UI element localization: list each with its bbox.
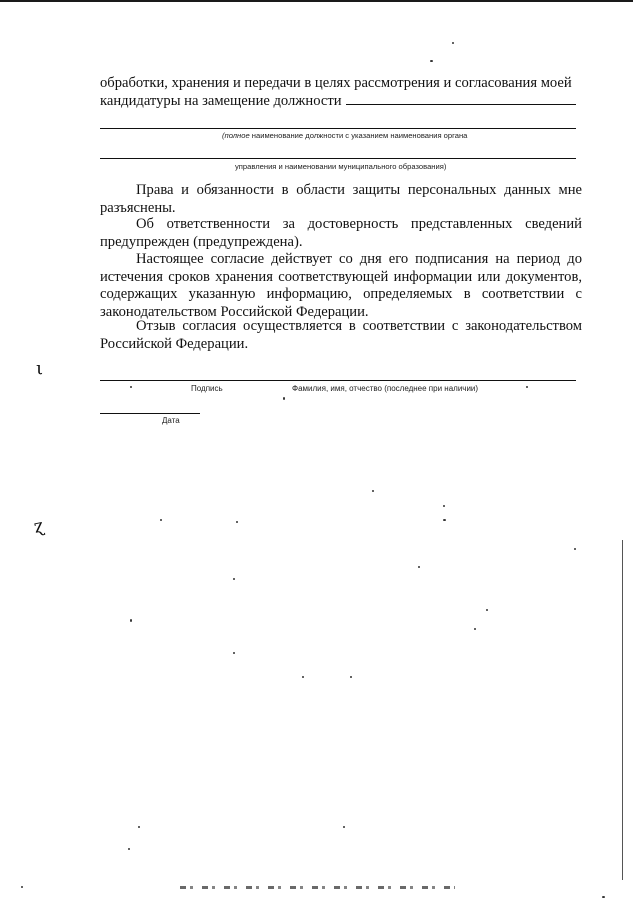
margin-hole-mark-lower: ɀ	[31, 515, 46, 538]
validity-paragraph: Настоящее согласие действует со дня его подписания на период до истечения сроков хранения соответствующей информации или документов, содержащих указанную информацию, определяемых в соответствии с законодательством Российской Федерации.	[100, 251, 582, 320]
scan-speck	[443, 519, 446, 521]
scan-speck	[160, 519, 162, 521]
revocation-paragraph: Отзыв согласия осуществляется в соответствии с законодательством Российской Федерации.	[100, 318, 582, 352]
scan-speck	[526, 386, 528, 388]
signature-line	[100, 380, 576, 381]
scan-speck	[443, 505, 445, 507]
scan-speck	[474, 628, 476, 630]
scan-speck	[283, 397, 285, 400]
date-line	[100, 413, 200, 414]
scan-speck	[138, 826, 140, 828]
position-caption	[222, 131, 467, 140]
municipality-line	[100, 158, 576, 159]
scan-speck	[574, 548, 576, 550]
scan-speck	[452, 42, 454, 44]
position-caption-rest: наименование должности с указанием наименования органа	[251, 131, 468, 140]
intro-line-1: обработки, хранения и передачи в целях рассмотрения и согласования моей	[100, 75, 572, 91]
municipality-caption: управления и наименовании муниципального образования)	[235, 162, 447, 171]
scan-speck	[343, 826, 345, 828]
scan-speck	[302, 676, 304, 678]
scan-speck	[128, 848, 130, 850]
scan-speck	[372, 490, 374, 492]
intro-line-2	[100, 93, 582, 111]
scan-speck	[418, 566, 420, 568]
scan-top-border	[0, 0, 633, 2]
scan-speck	[130, 619, 132, 622]
scan-speck	[602, 896, 605, 898]
scan-speck	[236, 521, 238, 523]
scan-bottom-noise	[180, 886, 455, 889]
margin-hole-mark-upper: ι	[36, 358, 44, 379]
responsibility-paragraph: Об ответственности за достоверность представленных сведений предупрежден (предупреждена).	[100, 216, 582, 250]
scan-speck	[233, 578, 235, 580]
scan-speck	[130, 386, 132, 388]
full-name-caption: Фамилия, имя, отчество (последнее при наличии)	[292, 384, 479, 393]
scan-speck	[350, 676, 352, 678]
position-fill-line	[346, 103, 576, 105]
scan-speck	[486, 609, 488, 611]
signature-caption: Подпись	[191, 384, 223, 393]
scan-speck	[233, 652, 235, 654]
rights-paragraph: Права и обязанности в области защиты персональных данных мне разъяснены.	[100, 182, 582, 216]
intro-line-2-text: кандидатуры на замещение должности	[100, 92, 342, 109]
scan-speck	[430, 60, 433, 62]
consent-intro	[100, 75, 582, 110]
scan-speck	[21, 886, 23, 888]
date-caption: Дата	[162, 416, 180, 425]
scan-edge-line	[622, 540, 623, 880]
position-caption-italic: (полное	[222, 131, 250, 140]
position-line	[100, 128, 576, 129]
